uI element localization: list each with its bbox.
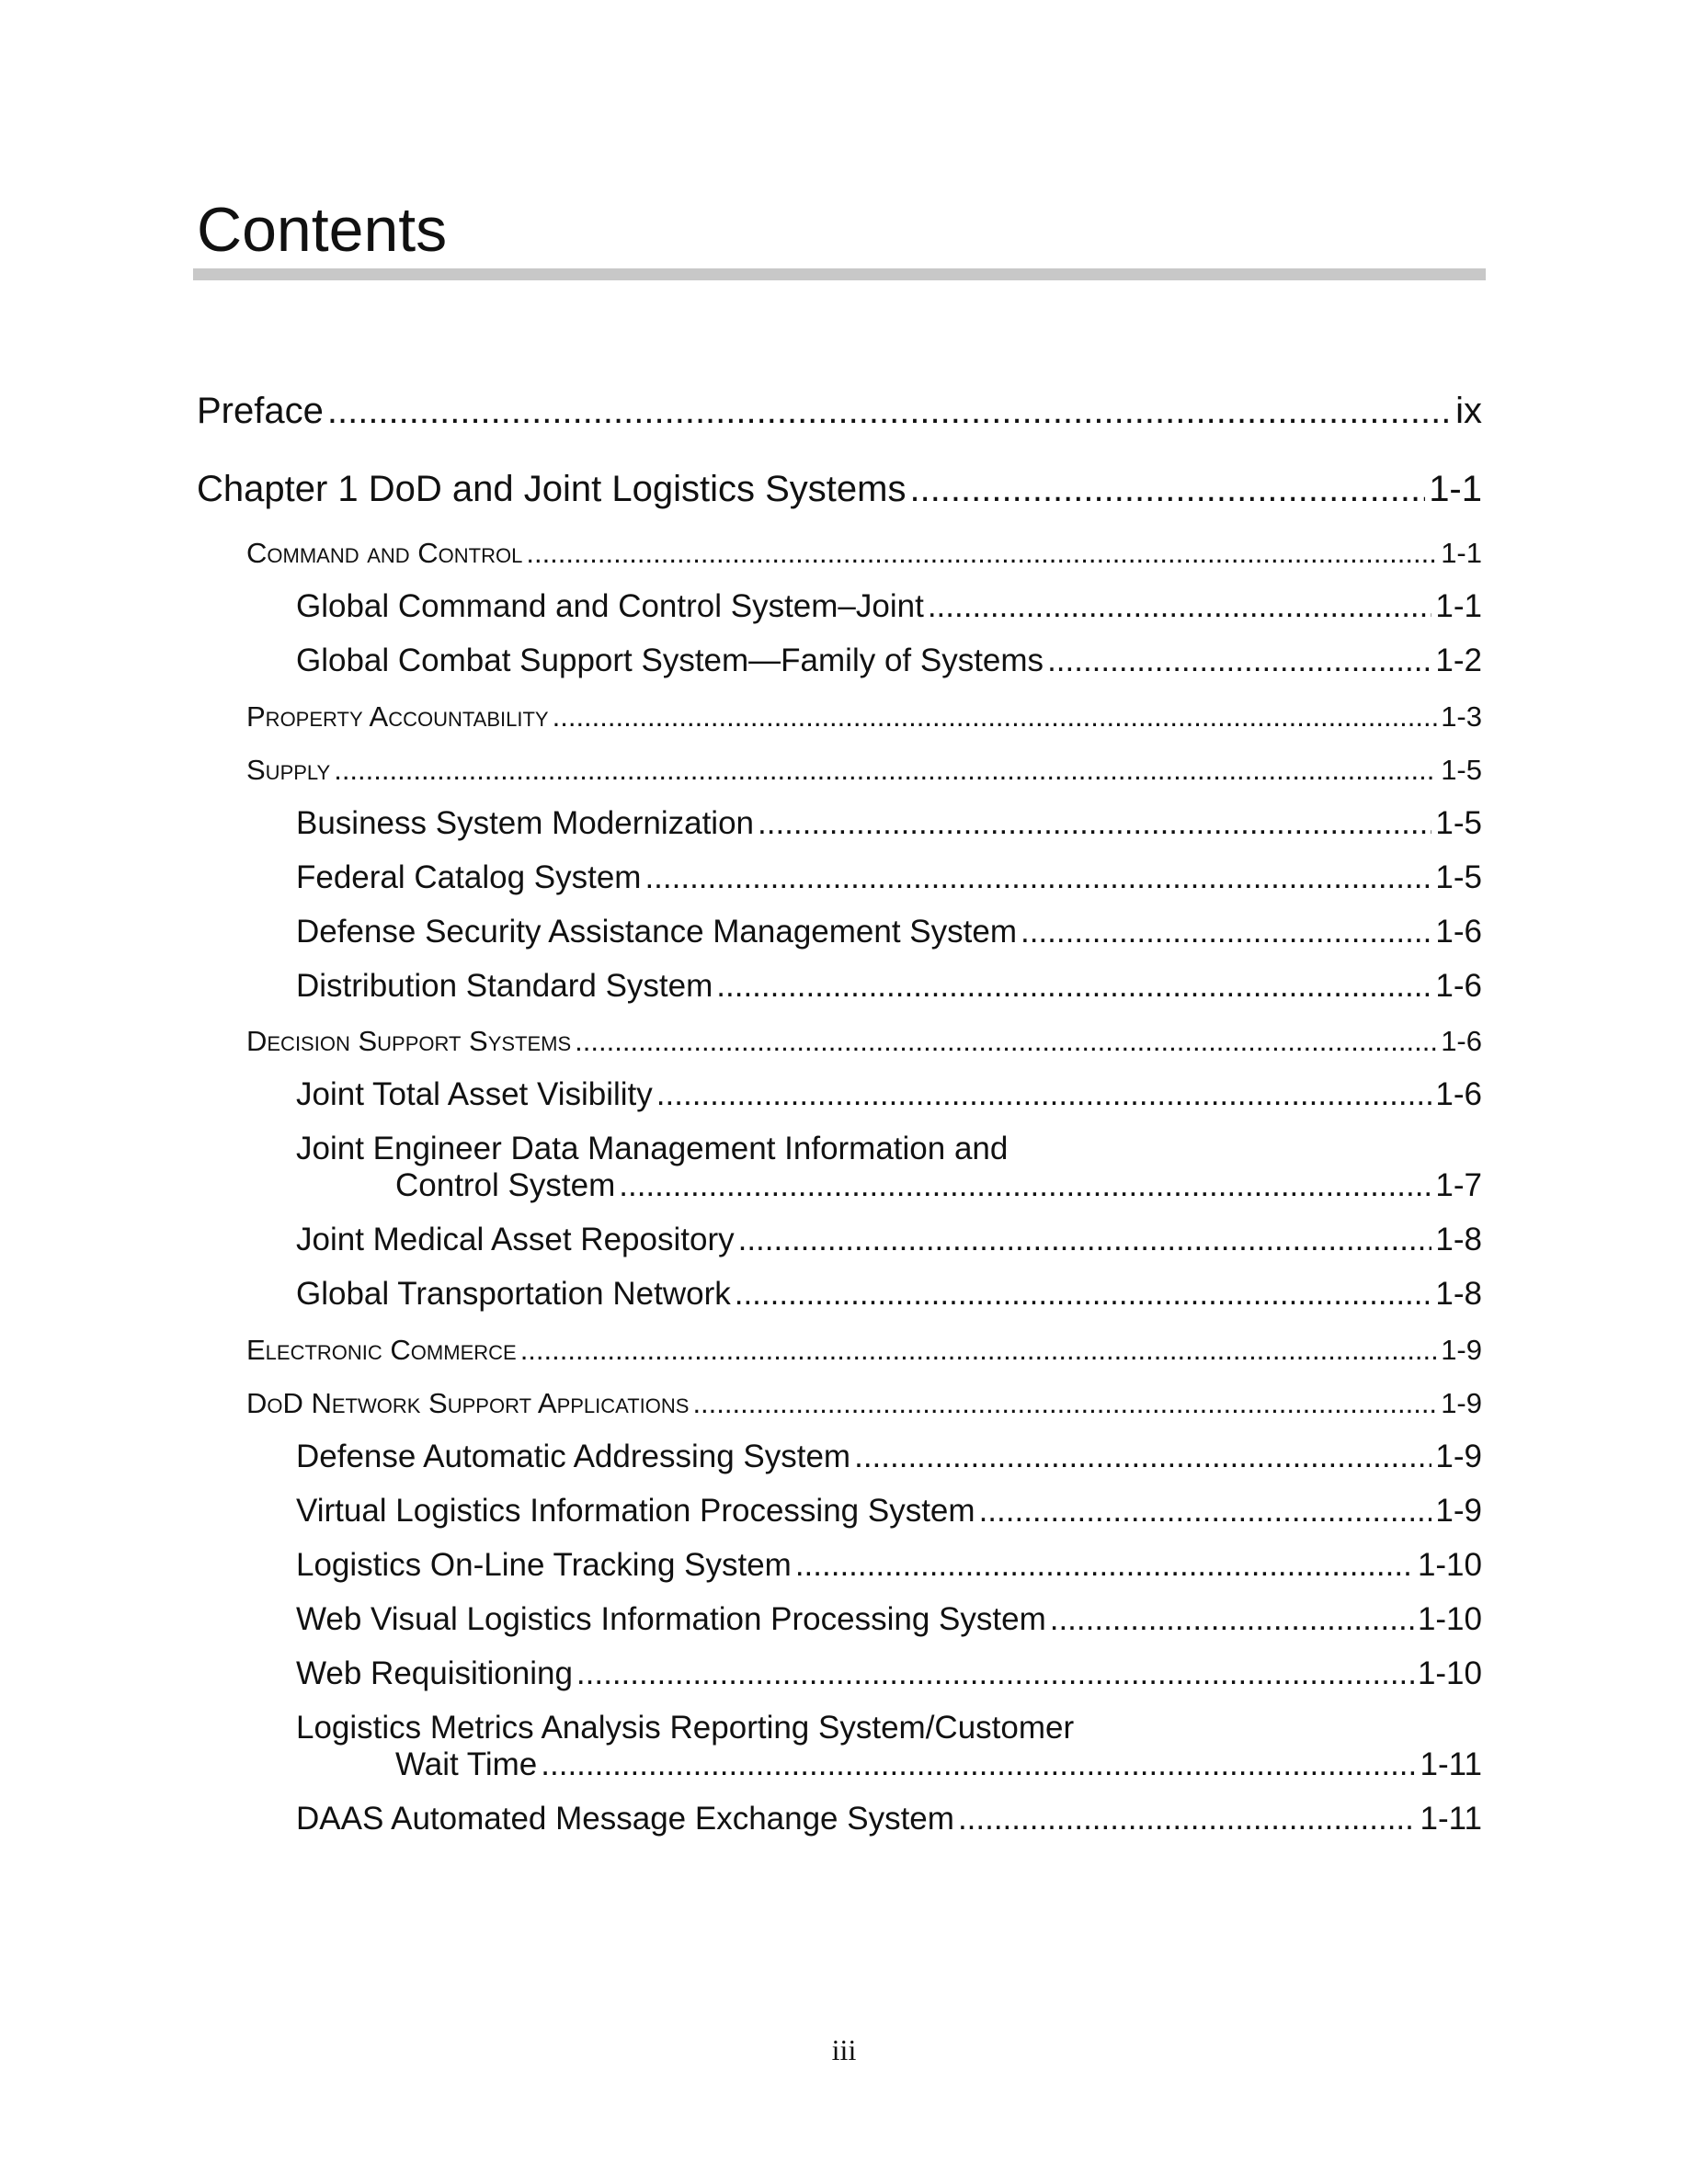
- toc-entry-page: 1-10: [1417, 1547, 1482, 1583]
- toc-subsection-dames[interactable]: [296, 1801, 1482, 1837]
- dot-leader: [928, 588, 1432, 625]
- toc-entry-page: 1-5: [1441, 754, 1482, 786]
- toc-entry-label: Global Command and Control System–Joint: [296, 588, 924, 624]
- toc-subsection-lots[interactable]: [296, 1547, 1482, 1584]
- toc-entry-label: Joint Total Asset Visibility: [296, 1076, 653, 1112]
- toc-entry-label: Command and Control: [246, 537, 523, 569]
- toc-entry-label: DoD Network Support Applications: [246, 1387, 690, 1419]
- dot-leader: [520, 1334, 1438, 1367]
- toc-entry-page: 1-8: [1435, 1222, 1482, 1257]
- dot-leader: [979, 1493, 1432, 1530]
- toc-entry-chapter-1[interactable]: [197, 469, 1482, 510]
- toc-entry-page: 1-11: [1420, 1746, 1482, 1782]
- dot-leader: [1047, 643, 1431, 679]
- toc-entry-preface[interactable]: [197, 391, 1482, 432]
- dot-leader: [795, 1547, 1414, 1584]
- toc-subsection-gccs-j[interactable]: [296, 588, 1482, 625]
- toc-subsection-jtav[interactable]: [296, 1076, 1482, 1113]
- toc-entry-page: 1-1: [1435, 588, 1482, 624]
- dot-leader: [909, 469, 1425, 510]
- dot-leader: [1050, 1601, 1414, 1638]
- toc-subsection-gtn[interactable]: [296, 1276, 1482, 1313]
- dot-leader: [854, 1439, 1431, 1475]
- toc-entry-label: Supply: [246, 754, 331, 786]
- toc-entry-label: Preface: [197, 391, 324, 431]
- toc-entry-label: Control System: [395, 1167, 616, 1203]
- toc-entry-page: 1-9: [1441, 1387, 1482, 1419]
- toc-subsection-dsams[interactable]: [296, 914, 1482, 950]
- toc-section-command-and-control[interactable]: [246, 537, 1482, 570]
- toc-subsection-virtual-logics[interactable]: [296, 1493, 1482, 1530]
- toc-subsection-gcss-fos[interactable]: [296, 643, 1482, 679]
- toc-subsection-daas[interactable]: [296, 1439, 1482, 1475]
- toc-subsection-jedmics-line1[interactable]: Joint Engineer Data Management Information and: [296, 1131, 1009, 1166]
- toc-subsection-jmar[interactable]: [296, 1222, 1482, 1258]
- toc-section-property-accountability[interactable]: [246, 700, 1482, 734]
- toc-entry-page: 1-9: [1441, 1334, 1482, 1366]
- dot-leader: [576, 1655, 1414, 1692]
- toc-entry-label: Logistics On-Line Tracking System: [296, 1547, 792, 1583]
- toc-entry-label: Web Visual Logistics Information Processing System: [296, 1601, 1046, 1637]
- toc-entry-label: Decision Support Systems: [246, 1025, 572, 1057]
- toc-entry-page: 1-6: [1435, 968, 1482, 1004]
- toc-entry-label: Wait Time: [395, 1746, 538, 1782]
- toc-section-decision-support-systems[interactable]: [246, 1025, 1482, 1058]
- dot-leader: [334, 754, 1437, 787]
- toc-entry-page: 1-6: [1441, 1025, 1482, 1057]
- dot-leader: [656, 1076, 1432, 1113]
- dot-leader: [526, 537, 1437, 570]
- toc-entry-label: Distribution Standard System: [296, 968, 713, 1004]
- toc-entry-label: Business System Modernization: [296, 805, 754, 841]
- toc-subsection-bsm[interactable]: [296, 805, 1482, 842]
- toc-entry-page: 1-10: [1417, 1601, 1482, 1637]
- toc-entry-page: 1-9: [1435, 1493, 1482, 1529]
- toc-entry-label: Global Transportation Network: [296, 1276, 731, 1312]
- toc-entry-label: Defense Security Assistance Management System: [296, 914, 1017, 950]
- toc-entry-label: Federal Catalog System: [296, 859, 642, 895]
- dot-leader: [575, 1025, 1437, 1058]
- dot-leader: [619, 1167, 1431, 1204]
- toc-entry-label: Global Combat Support System—Family of Systems: [296, 643, 1044, 678]
- dot-leader: [541, 1746, 1416, 1783]
- toc-subsection-lmars-line1[interactable]: Logistics Metrics Analysis Reporting System/Customer: [296, 1710, 1075, 1746]
- toc-entry-page: ix: [1455, 391, 1482, 431]
- toc-entry-label: Defense Automatic Addressing System: [296, 1439, 851, 1474]
- toc-entry-label: Web Requisitioning: [296, 1655, 573, 1691]
- toc-entry-page: 1-1: [1429, 469, 1482, 509]
- toc-entry-page: 1-5: [1435, 859, 1482, 895]
- page-number: iii: [831, 2033, 857, 2066]
- toc-entry-label: Joint Medical Asset Repository: [296, 1222, 735, 1257]
- toc-entry-page: 1-9: [1435, 1439, 1482, 1474]
- dot-leader: [644, 859, 1431, 896]
- dot-leader: [327, 391, 1452, 432]
- toc-entry-page: 1-6: [1435, 1076, 1482, 1112]
- toc-entry-page: 1-10: [1417, 1655, 1482, 1691]
- toc-entry-page: 1-3: [1441, 700, 1482, 733]
- toc-subsection-dss[interactable]: [296, 968, 1482, 1005]
- toc-subsection-federal-catalog[interactable]: [296, 859, 1482, 896]
- dot-leader: [738, 1222, 1432, 1258]
- toc-subsection-web-visual-logics[interactable]: [296, 1601, 1482, 1638]
- toc-entry-page: 1-1: [1441, 537, 1482, 569]
- toc-entry-label: Property Accountability: [246, 700, 549, 733]
- toc-subsection-web-requisitioning[interactable]: [296, 1655, 1482, 1692]
- toc-entry-page: 1-7: [1435, 1167, 1482, 1203]
- toc-entry-page: 1-8: [1435, 1276, 1482, 1312]
- toc-subsection-lmars[interactable]: [395, 1746, 1482, 1783]
- toc-entry-page: 1-6: [1435, 914, 1482, 950]
- dot-leader: [553, 700, 1438, 734]
- toc-subsection-jedmics[interactable]: [395, 1167, 1482, 1204]
- dot-leader: [735, 1276, 1432, 1313]
- toc-entry-label: Chapter 1 DoD and Joint Logistics Systems: [197, 469, 907, 509]
- dot-leader: [692, 1387, 1437, 1420]
- toc-entry-label: Virtual Logistics Information Processing System: [296, 1493, 975, 1529]
- toc-entry-page: 1-11: [1420, 1801, 1482, 1837]
- page-title: Contents: [197, 195, 448, 265]
- dot-leader: [1021, 914, 1431, 950]
- dot-leader: [958, 1801, 1417, 1837]
- toc-entry-label: DAAS Automated Message Exchange System: [296, 1801, 954, 1837]
- toc-entry-label: Electronic Commerce: [246, 1334, 517, 1366]
- dot-leader: [758, 805, 1431, 842]
- toc-entry-page: 1-5: [1435, 805, 1482, 841]
- toc-section-electronic-commerce[interactable]: [246, 1334, 1482, 1367]
- dot-leader: [716, 968, 1431, 1005]
- toc-section-supply[interactable]: [246, 754, 1482, 787]
- toc-section-dod-network-support-applications[interactable]: [246, 1387, 1482, 1420]
- toc-entry-page: 1-2: [1435, 643, 1482, 678]
